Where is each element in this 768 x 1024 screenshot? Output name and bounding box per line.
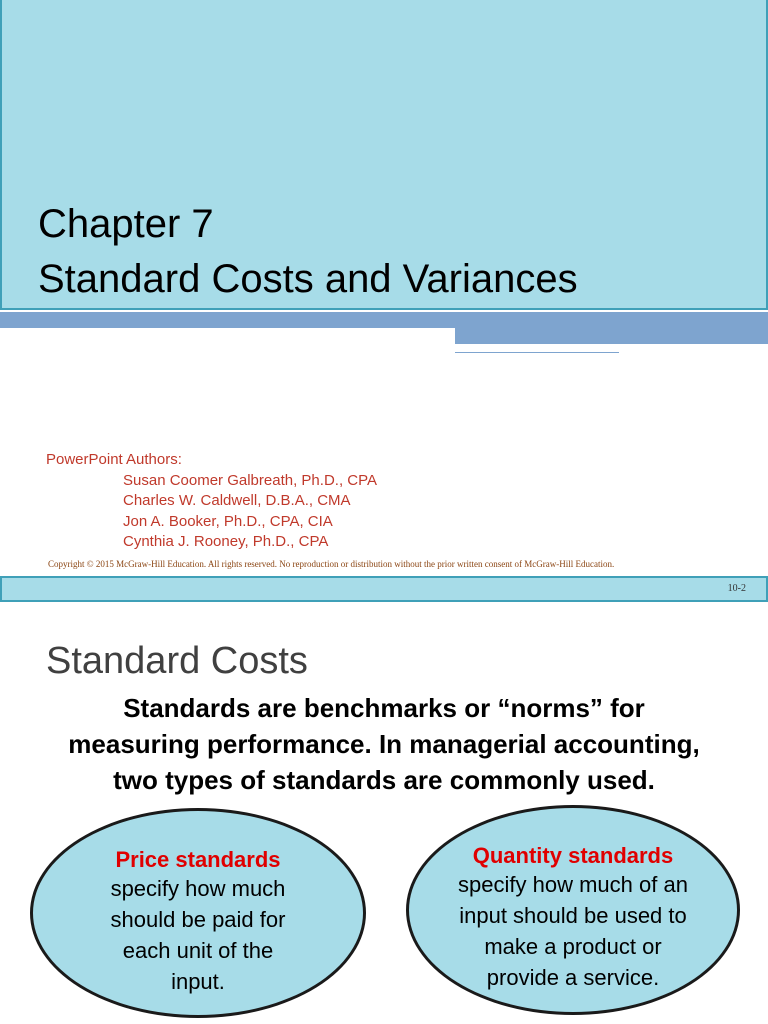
- slide-2-body: [0, 690, 768, 798]
- chapter-subtitle: Standard Costs and Variances: [38, 257, 578, 301]
- author-line: Susan Coomer Galbreath, Ph.D., CPA: [123, 472, 378, 489]
- footer-bar: [0, 576, 768, 602]
- price-standards-heading: Price standards: [115, 847, 281, 872]
- title-box: [0, 0, 768, 310]
- quantity-standards-heading: Quantity standards: [472, 843, 674, 868]
- page-number: 10-2: [727, 583, 746, 594]
- price-standards-line: specify how much: [110, 876, 286, 901]
- price-standards-ellipse: [30, 808, 366, 1018]
- divider-line: [455, 352, 619, 353]
- body-line: Standards are benchmarks or “norms” for: [123, 693, 645, 723]
- price-standards-line: each unit of the: [122, 938, 274, 963]
- copyright-notice: Copyright © 2015 McGraw-Hill Education. All rights reserved. No reproduction or distribution without the prior written consent of McGraw-Hill Education.: [48, 559, 615, 569]
- body-line: two types of standards are commonly used.: [113, 765, 655, 795]
- quantity-standards-line: specify how much of an: [458, 872, 688, 897]
- author-line: Jon A. Booker, Ph.D., CPA, CIA: [123, 513, 333, 530]
- quantity-standards-line: make a product or: [484, 934, 662, 959]
- chapter-title: Chapter 7: [38, 202, 214, 246]
- accent-band-right: [455, 328, 768, 344]
- accent-band: [0, 312, 768, 328]
- price-standards-line: should be paid for: [110, 907, 286, 932]
- author-line: Cynthia J. Rooney, Ph.D., CPA: [123, 533, 329, 550]
- slide-2-title: Standard Costs: [46, 640, 308, 682]
- quantity-standards-line: input should be used to: [459, 903, 687, 928]
- authors-heading: PowerPoint Authors:: [46, 451, 182, 468]
- price-standards-line: input.: [171, 969, 225, 994]
- author-line: Charles W. Caldwell, D.B.A., CMA: [123, 492, 351, 509]
- quantity-standards-line: provide a service.: [486, 965, 660, 990]
- quantity-standards-ellipse: [406, 805, 740, 1015]
- body-line: measuring performance. In managerial accounting,: [68, 729, 700, 759]
